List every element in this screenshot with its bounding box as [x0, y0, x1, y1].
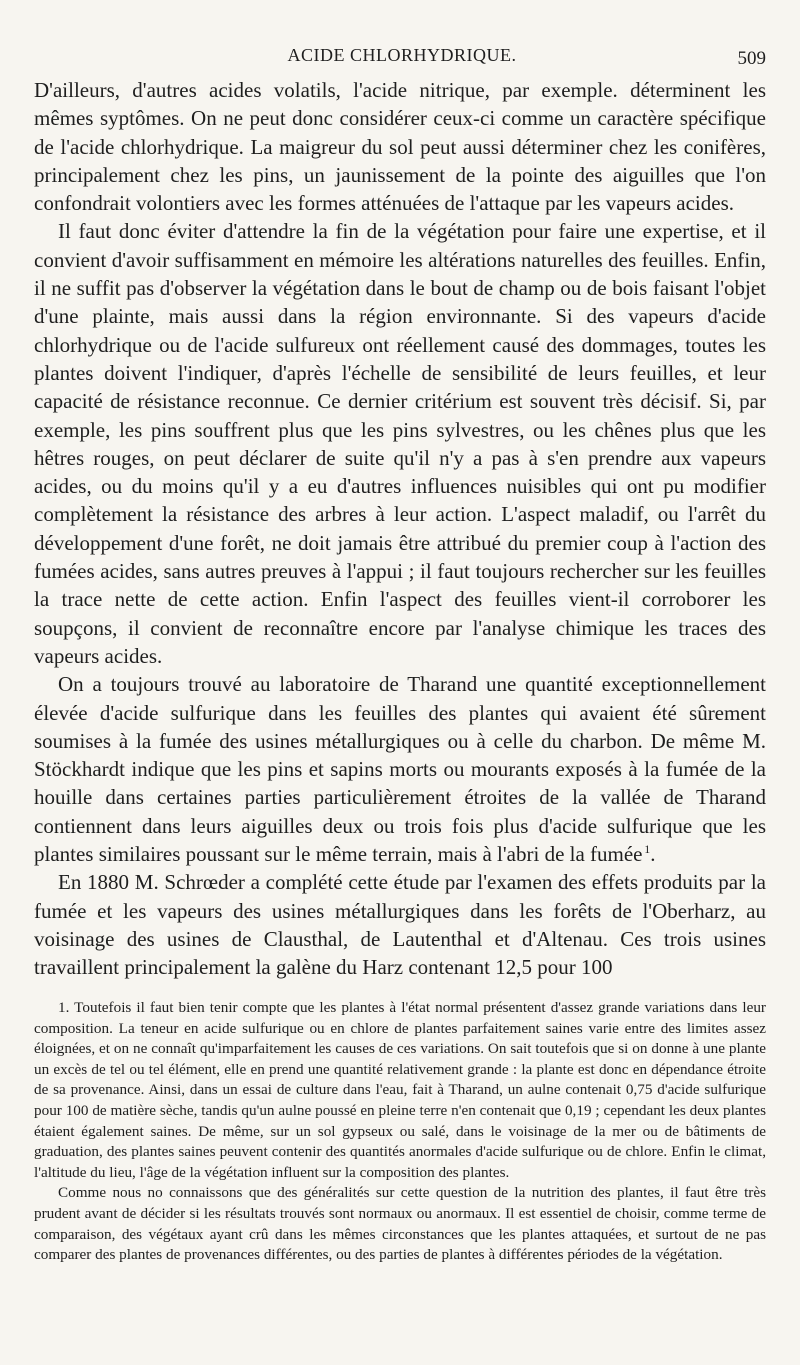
book-page [34, 0, 770, 1264]
paragraph-3-end: . [650, 842, 656, 867]
footnote-1: 1. Toutefois il faut bien tenir compte que les plantes à l'état normal présentent d'assez grande variations dans leur composition. La teneur en acide sulfurique ou en chlore de plantes parfaitement saines varie entre des limites assez éloignées, et on ne connaît qu'imparfaitement les causes de ces variations. On sait toutefois que si on donne à une plante un excès de tel ou tel élément, elle en prend une quantité relativement grande : la plante est donc en dépendance étroite de sa provenance. Ainsi, dans un essai de culture dans l'eau, fait à Tharand, un aulne contenait 0,75 d'acide sulfurique pour 100 de matière sèche, tandis qu'un aulne poussé en pleine terre n'en contenait que 0,19 ; cependant les deux plantes étaient également saines. De même, sur un sol gypseux ou salé, dans le voisinage de la mer ou de bâtiments de graduation, des plantes saines peuvent contenir des quantités anormales d'acide sulfurique ou de chlore. Enfin le climat, l'altitude du lieu, l'âge de la végétation influent sur la composition des plantes. [34, 999, 766, 1181]
footnote-1-continuation: Comme nous no connaissons que des généralités sur cette question de la nutrition des plantes, il faut être très prudent avant de décider si les résultats trouvés sont normaux ou anormaux. Il est essentiel de choisir, comme terme de comparaison, des végétaux ayant crû dans les mêmes circonstances que les plantes attaquées, et surtout de ne pas comparer des plantes de provenances différentes, ou des parties de plantes à différentes périodes de la végétation. [34, 1184, 766, 1264]
running-title: ACIDE CHLORHYDRIQUE. [287, 45, 517, 65]
paragraph-1: D'ailleurs, d'autres acides volatils, l'acide nitrique, par exemple. déterminent les mêmes syptômes. On ne peut donc considérer ceux-ci comme un caractère spécifique de l'acide chlorhydrique. La maigreur du sol peut aussi déterminer chez les conifères, principalement chez les pins, un jaunissement de la pointe des aiguilles que l'on confondrait volontiers avec les formes atténuées de l'attaque par les vapeurs acides. [34, 78, 766, 216]
body-text [34, 76, 766, 982]
page-number: 509 [737, 48, 766, 69]
footnotes [34, 998, 766, 1266]
paragraph-3 [34, 670, 766, 868]
paragraph-3-text: On a toujours trouvé au laboratoire de Tharand une quantité exceptionnellement élevée d'acide sulfurique dans les feuilles des plantes qui avaient été sûrement soumises à la fumée des usines métallurgiques ou à celle du charbon. De même M. Stöckhardt indique que les pins et sapins morts ou mourants exposés à la fumée de la houille dans certaines parties particulièrement étroites de la vallée de Tharand contiennent dans leurs aiguilles deux ou trois fois plus d'acide sulfurique que les plantes similaires poussant sur le même terrain, mais à l'abri de la fumée [34, 672, 766, 867]
paragraph-4: En 1880 M. Schrœder a complété cette étude par l'examen des effets produits par la fumée et les vapeurs des usines métallurgiques dans les forêts de l'Oberharz, au voisinage des usines de Clausthal, de Lautenthal et d'Altenau. Ces trois usines travaillent principalement la galène du Harz contenant 12,5 pour 100 [34, 870, 766, 980]
running-head [34, 0, 770, 69]
paragraph-2: Il faut donc éviter d'attendre la fin de la végétation pour faire une expertise, et il convient d'avoir suffisamment en mémoire les altérations naturelles des feuilles. Enfin, il ne suffit pas d'observer la végétation dans le bout de champ ou de bois faisant l'objet d'une plainte, mais aussi dans la région environnante. Si des vapeurs d'acide chlorhydrique ou de l'acide sulfureux ont réellement causé des dommages, toutes les plantes doivent l'indiquer, d'après l'échelle de sensibilité de leurs feuilles, et leur capacité de résistance reconnue. Ce dernier critérium est souvent très décisif. Si, par exemple, les pins souffrent plus que les pins sylvestres, ou les chênes plus que les hêtres rouges, on peut déclarer de suite qu'il n'y a pas à s'en prendre aux vapeurs acides, ou du moins qu'il y a eu d'autres influences nuisibles qui ont pu modifier complètement la résistance des arbres à leur action. L'aspect maladif, ou l'arrêt du développement d'une forêt, ne doit jamais être attribué du premier coup à l'action des fumées acides, sans autres preuves à l'appui ; il faut toujours rechercher sur les feuilles la trace nette de cette action. Enfin l'aspect des feuilles vient-il corroborer les soupçons, il convient de reconnaître encore par l'analyse chimique les traces des vapeurs acides. [34, 219, 766, 668]
footnote-ref-1[interactable]: 1 [644, 842, 651, 857]
